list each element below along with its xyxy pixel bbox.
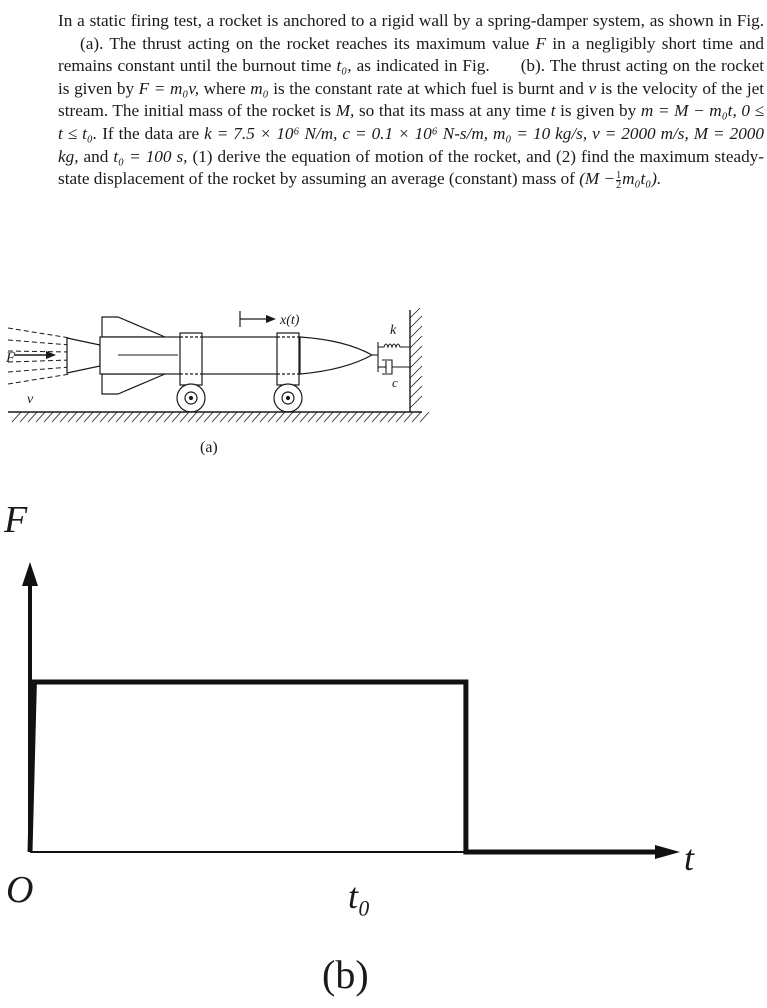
symbol-t0: t₀, xyxy=(336,56,352,76)
rocket-fin-top xyxy=(102,317,165,337)
F-label: F xyxy=(6,350,16,366)
figure-a-caption: (a) xyxy=(200,439,218,456)
figure-a-rocket-diagram xyxy=(0,300,767,470)
average-mass-open: (M − xyxy=(579,169,616,189)
thrust-equation: F = m₀v, xyxy=(138,78,199,98)
thrust-series-line xyxy=(30,682,662,852)
mass-equation: m = M − m₀t, 0 ≤ t ≤ t₀. xyxy=(58,101,765,143)
problem-text: so that its mass at any time xyxy=(358,101,547,121)
problem-text: If the data are xyxy=(102,123,200,143)
problem-text: is the velocity of the jet stream. The initial mass of the rocket is xyxy=(58,78,765,121)
figure-ref-b: (b). xyxy=(520,56,546,76)
figure-ref-a: (a). xyxy=(80,33,104,53)
support-rear xyxy=(177,333,205,412)
origin-tick-label: O xyxy=(6,869,34,911)
problem-statement xyxy=(58,10,764,191)
figure-b-caption: (b) xyxy=(322,952,369,997)
problem-text: The thrust acting on the rocket is given by xyxy=(58,56,764,98)
problem-text: is the constant rate at which fuel is burnt and xyxy=(273,78,584,98)
v-label: v xyxy=(27,392,34,407)
problem-text: is given by xyxy=(560,101,637,121)
problem-text: and xyxy=(83,146,109,166)
symbol-t: t xyxy=(550,101,556,121)
symbol-M: M, xyxy=(335,101,355,121)
symbol-F: F xyxy=(535,33,547,53)
rocket-nozzle xyxy=(67,338,100,373)
average-mass-close: m₀t₀). xyxy=(622,169,662,189)
y-axis-arrowhead xyxy=(22,562,38,586)
rocket-fin-bottom xyxy=(102,374,165,394)
thrust-arrow xyxy=(14,351,56,359)
support-front xyxy=(274,333,302,412)
symbol-m0: m₀ xyxy=(250,78,269,98)
y-axis-label: F xyxy=(4,499,28,541)
x-t-label: x(t) xyxy=(280,313,300,328)
problem-text: The thrust acting on the rocket reaches its maximum value xyxy=(109,33,530,53)
problem-text: in a negligibly short time and remains constant until the burnout time xyxy=(58,33,765,76)
data-equation: k = 7.5 × 10⁶ N/m, c = 0.1 × 10⁶ N-s/m, m₀ = 10 kg/s, v = 2000 m/s, M = 2000 kg, xyxy=(58,123,764,166)
rocket-nose xyxy=(300,337,372,374)
problem-text: where xyxy=(203,78,246,98)
c-label: c xyxy=(392,375,398,390)
problem-text: (1) derive the equation of motion of the rocket, and (2) find the maximum steady-state displacement of the rocket by assuming an average (constant) mass of xyxy=(58,146,765,189)
problem-text: as indicated in Fig. xyxy=(356,56,490,76)
exhaust-plume xyxy=(8,328,70,384)
k-label: k xyxy=(390,323,397,338)
problem-text: In a static firing test, a rocket is anchored to a rigid wall by a spring-damper system, as shown in Fig. xyxy=(58,11,764,30)
t0-tick-label: t₀ xyxy=(348,876,371,916)
t0-value: t₀ = 100 s, xyxy=(113,146,188,166)
ground xyxy=(8,412,429,422)
x-axis-label: t xyxy=(684,838,695,878)
symbol-v: v xyxy=(588,78,597,98)
rigid-wall xyxy=(410,308,422,412)
figure-b-thrust-chart xyxy=(0,490,767,1008)
one-half-fraction: $\frac{1}{2}$ xyxy=(616,169,622,191)
problem-paragraph xyxy=(58,10,764,191)
spring-damper xyxy=(372,342,410,374)
displacement-arrow xyxy=(240,311,276,327)
